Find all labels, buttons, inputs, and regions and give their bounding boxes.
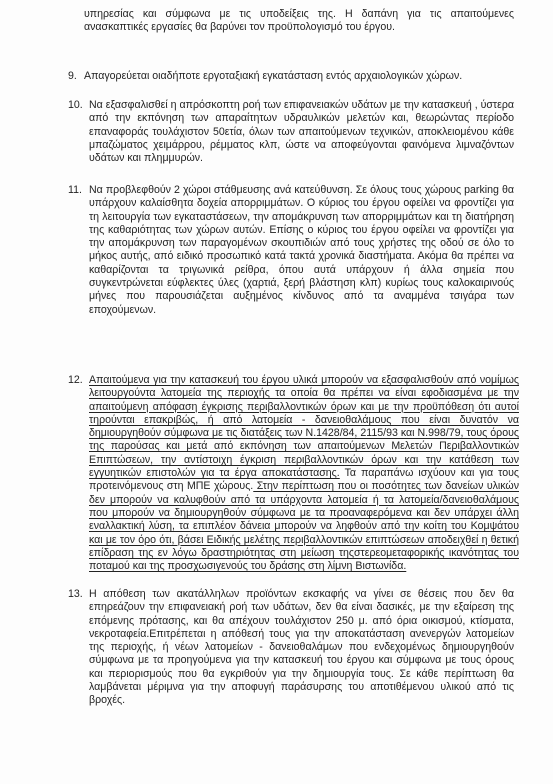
- item-number: 9.: [68, 70, 77, 82]
- item-number: 12.: [68, 374, 83, 386]
- item-12-underlined-part-2: Στην περίπτωση που οι ποσότητες των δανείων υλικών δεν μπορούν να καλυφθούν από τα υπάρχοντα λατομεία ή τα λατομεία/δανειοθαλάμους που μπορούν να δημιουργηθούν σύμφωνα με τα προαναφερόμενα και δεν υπάρχει άλλη εναλλακτική λύση, τα επιπλέον δάνεια μπορούν να ληφθούν από την κοίτη του Κομψάτου και με τον όρο ότι, βάσει Ειδικής μελέτης περιβαλλοντικών επιπτώσεων αποδειχθεί η θετική επίδραση της εν λόγω δραστηριότητας στη μείωση τηςστερεομεταφορικής ικανότητας του ποταμού και της προσχωσιγενούς του δράσης στη λίμνη Βιστωνίδα.: [89, 480, 519, 573]
- item-9-text: Απαγορεύεται οιαδήποτε εργοταξιακή εγκατάσταση εντός αρχαιολογικών χώρων.: [84, 70, 463, 82]
- item-12-text: [89, 374, 519, 573]
- item-number: 11.: [68, 184, 82, 196]
- continuation-paragraph: υπηρεσίας και σύμφωνα με τις υποδείξεις της. Η δαπάνη για τις απαιτούμενες ανασκαπτικές εργασίες θα βαρύνει τον προϋπολογισμό του έργου.: [84, 8, 514, 34]
- item-12-underlined-part-1: Απαιτούμενα για την κατασκευή του έργου υλικά μπορούν να εξασφαλισθούν από νομίμως λειτουργούντα λατομεία της περιοχής τα οποία θα πρέπει να είναι εφοδιασμένα με την απαιτούμενη απόφαση έγκρισης περιβαλλοντικών όρων και με την προϋπόθεση ότι αυτοί τηρούνται επακριβώς, ή από λατομεία - δανειοθαλάμους που είναι δυνατόν να δημιουργηθούν σύμφωνα με τις διατάξεις των Ν.1428/84, 2115/93 και Ν.998/79, τους όρους της παρούσας και μετά από εκπόνηση των απαιτούμενων Μελετών Περιβαλλοντικών Επιπτώσεων, την αντίστοιχη έγκριση περιβαλλοντικών όρων και την κατάθεση των εγγυητικών επιστολών για τα έργα αποκατάστασης.: [89, 374, 519, 480]
- item-11-text: Να προβλεφθούν 2 χώροι στάθμευσης ανά κατεύθυνση. Σε όλους τους χώρους parking θα υπάρχουν καλαίσθητα δοχεία απορριμμάτων. Ο κύριος του έργου οφείλει να φροντίζει για τη λειτουργία των εγκαταστάσεων, την απομάκρυνση των απορριμμάτων και τη διατήρηση της καθαριότητας των χώρων αυτών. Επίσης ο κύριος του έργου οφείλει να φροντίζει για την απομάκρυνση των παραγομένων σκουπιδιών από τους χρήστες της οδού σε όλο το μήκος αυτής, από ειδικό προσωπικό κατά τακτά χρονικά διαστήματα. Ακόμα θα πρέπει να καθαρίζονται τα τριγωνικά ρείθρα, όπου αυτά υπάρχουν ή άλλα σημεία που συγκεντρώνεται εύφλεκτες ύλες (χαρτιά, ξερή βλάστηση κλπ) κυρίως τους καλοκαιρινούς μήνες που παρουσιάζεται αυξημένος κίνδυνος από τα αναμμένα τσιγάρα των εποχούμενων.: [89, 184, 514, 316]
- item-12-plain-part: Τα παραπάνω ισχύουν και για τους προτεινόμενους στη ΜΠΕ χώρους.: [89, 467, 519, 493]
- item-number: 10.: [68, 99, 83, 111]
- item-13-text: Η απόθεση των ακατάλληλων προϊόντων εκσκαφής να γίνει σε θέσεις που δεν θα επηρεάζουν την επιφανειακή ροή των υδάτων, δεν θα είναι δασικές, με την εξαίρεση της επόμενης πρότασης, και θα απέχουν τουλάχιστον 250 μ. από όρια οικισμού, κτίσματα, νεκροταφεία.Επιτρέπεται η απόθεσή τους για την αποκατάσταση ανενεργών λατομείων της περιοχής, ή νέων λατομείων - δανειοθαλάμων που ενδεχομένως δημιουργηθούν σύμφωνα με τα προηγούμενα για την κατασκευή του έργου και σύμφωνα με τους όρους και περιορισμούς που θα εγκριθούν για την δημιουργία τους. Σε κάθε περίπτωση θα λαμβάνεται μέριμνα για την αποφυγή παράσυρσης του αποτιθέμενου υλικού από τις βροχές.: [89, 588, 514, 707]
- item-10-text: Να εξασφαλισθεί η απρόσκοπτη ροή των επιφανειακών υδάτων με την κατασκευή , ύστερα από την εκπόνηση των απαραίτητων υδραυλικών μελετών και, θεωρώντας περίοδο επαναφοράς τουλάχιστον 50ετία, όλων των απαιτούμενων τεχνικών, αποκλειομένου κάθε μπαζώματος χειμάρρου, ρέμματος κλπ, ώστε να αποφεύγονται φαινόμενα λιμναζόντων υδάτων και πλημμυρών.: [89, 99, 514, 165]
- item-number: 13.: [68, 588, 83, 600]
